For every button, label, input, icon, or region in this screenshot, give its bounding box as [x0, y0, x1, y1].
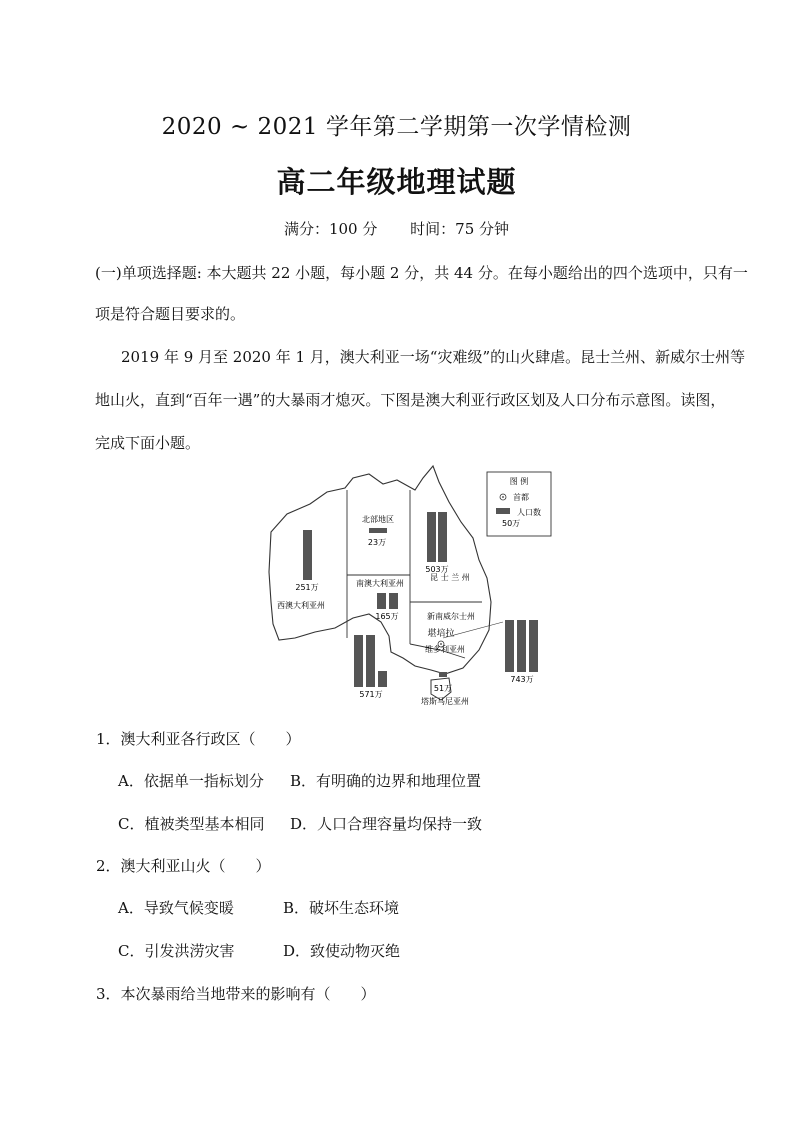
- australia-population-map: [265, 462, 565, 710]
- q2-option-b[interactable]: B．破坏生态环境: [283, 899, 400, 917]
- q1-option-d[interactable]: D．人口合理容量均保持一致: [290, 815, 483, 833]
- bars-queensland: [425, 512, 448, 574]
- legend-title: 图 例: [509, 477, 529, 486]
- bars-nsw: [505, 620, 538, 684]
- bar-nsw-2: [517, 620, 526, 672]
- region-west: 西澳大利亚州: [277, 601, 325, 610]
- region-tasmania: 塔斯马尼亚州: [421, 697, 469, 706]
- section-intro-line2: 项是符合题目要求的。: [95, 305, 246, 323]
- pop-south: 165万: [375, 612, 399, 621]
- pop-north: 23万: [367, 538, 387, 547]
- q1-option-a[interactable]: A．依据单一指标划分: [118, 772, 264, 790]
- time-info: 时间：75 分钟: [410, 220, 510, 238]
- bar-vic-1: [354, 635, 363, 687]
- exam-meta: [0, 218, 793, 239]
- question-3: 3．本次暴雨给当地带来的影响有（ ）: [96, 985, 376, 1003]
- bar-nsw-1: [505, 620, 514, 672]
- bars-victoria: [354, 635, 387, 699]
- q1-option-b[interactable]: B．有明确的边界和地理位置: [290, 772, 482, 790]
- passage-line3: 完成下面小题。: [95, 434, 201, 452]
- bar-qld-2: [438, 512, 447, 562]
- bar-south-1: [377, 593, 386, 609]
- region-nsw: 新南威尔士州: [427, 612, 475, 621]
- bar-west-1: [303, 530, 312, 580]
- bar-south-2: [389, 593, 398, 609]
- bars-west: [295, 530, 318, 592]
- q2-option-c[interactable]: C．引发洪涝灾害: [118, 942, 235, 960]
- exam-subtitle: 高二年级地理试题: [276, 165, 517, 199]
- score-info: 满分：100 分: [283, 220, 378, 238]
- bar-qld-1: [427, 512, 436, 562]
- pop-tasmania: 51万: [433, 684, 453, 693]
- bar-vic-2: [366, 635, 375, 687]
- pop-queensland: 503万: [425, 565, 449, 574]
- mainland-outline: [269, 466, 491, 674]
- bar-nsw-3: [529, 620, 538, 672]
- question-2: 2．澳大利亚山火（ ）: [96, 857, 271, 875]
- q1-option-c[interactable]: C．植被类型基本相同: [118, 815, 265, 833]
- exam-title: 2020 ~ 2021 学年第二学期第一次学情检测: [161, 114, 632, 140]
- bars-south: [375, 593, 398, 621]
- legend-scale-label: 50万: [502, 519, 521, 528]
- q2-option-a[interactable]: A．导致气候变暖: [118, 899, 234, 917]
- bar-north: [369, 528, 387, 533]
- passage-line2: 地山火，直到“百年一遇”的大暴雨才熄灭。下图是澳大利亚行政区划及人口分布示意图。读图，: [95, 391, 726, 409]
- legend-population-label: 人口数: [517, 508, 541, 517]
- capital-label: 堪培拉: [427, 629, 455, 639]
- section-intro-line1: (一)单项选择题: 本大题共 22 小题，每小题 2 分，共 44 分。在每小题给出的四个选项中，只有一: [95, 264, 748, 282]
- bars-north: [368, 528, 387, 547]
- legend-capital-label: 首都: [513, 493, 529, 502]
- region-victoria: 维多利亚州: [425, 645, 465, 654]
- region-queensland: 昆 士 兰 州: [430, 573, 470, 582]
- population-legend-bar: [496, 508, 510, 514]
- pop-victoria: 571万: [359, 690, 383, 699]
- bar-tas: [439, 672, 447, 677]
- q2-option-d[interactable]: D．致使动物灭绝: [283, 942, 401, 960]
- bar-vic-3: [378, 671, 387, 687]
- region-south: 南澳大利亚州: [356, 579, 404, 588]
- question-1: 1．澳大利亚各行政区（ ）: [96, 730, 301, 748]
- pop-nsw: 743万: [510, 675, 534, 684]
- region-north: 北部地区: [362, 515, 394, 524]
- passage-line1: 2019 年 9 月至 2020 年 1 月，澳大利亚一场“灾难级”的山火肆虐。昆士兰州、新威尔士州等: [121, 348, 746, 366]
- pop-west: 251万: [295, 583, 319, 592]
